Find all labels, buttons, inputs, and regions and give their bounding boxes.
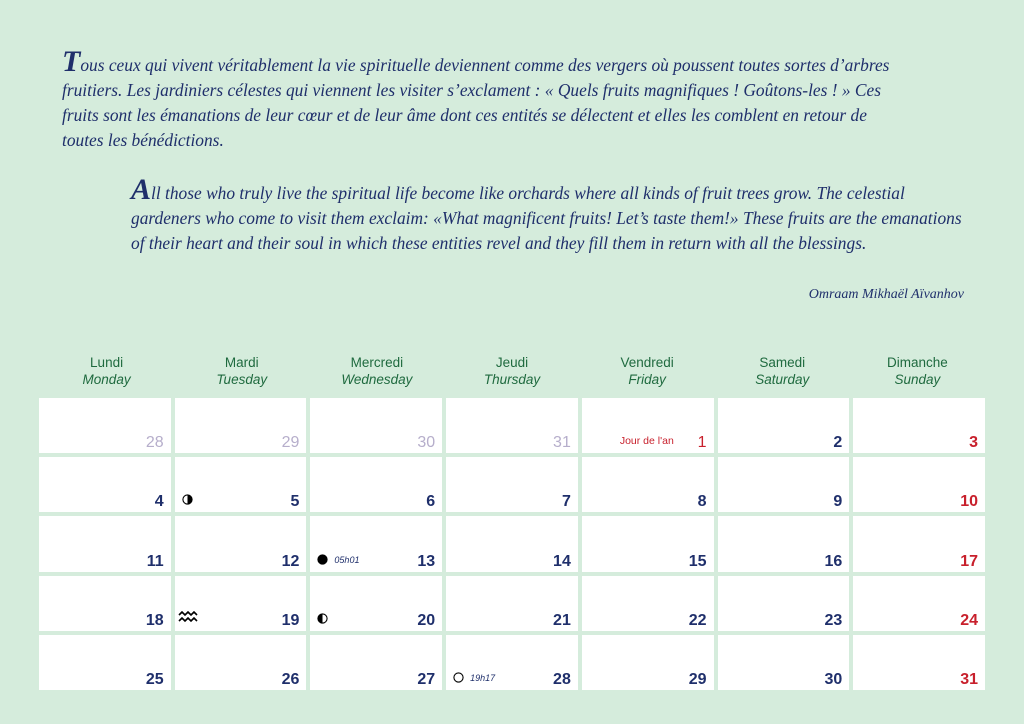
calendar-day-cell[interactable] (582, 398, 714, 453)
weekday-header (850, 354, 985, 388)
day-number: 16 (824, 552, 843, 570)
weekday-header (39, 354, 174, 388)
day-number: 23 (824, 611, 843, 629)
weekday-name-en: Friday (628, 372, 666, 387)
weekday-name-en: Wednesday (341, 372, 413, 387)
weekday-name-en: Tuesday (216, 372, 268, 387)
quote-french-text: ous ceux qui vivent véritablement la vie spirituelle deviennent comme des vergers où poussent toutes sortes d’arbres fruitiers. Les jardiniers célestes qui viennent les visiter s’exclament : « Quels fruits magnifiques ! Goûtons-les ! » Ces fruits sont les émanations de leur cœur et de leur âme dont ces entités se délectent et elles les comblent en retour de toutes les bénédictions. (62, 55, 890, 150)
quote-english-text: ll those who truly live the spiritual life become like orchards where all kinds of fruit trees grow. The celestial gardeners who come to visit them exclaim: «What magnificent fruits! Let’s taste them!» These fruits are the emanations of their heart and their soul in which these entities revel and they fill them in return with all the blessings. (131, 183, 962, 253)
day-number: 7 (561, 493, 571, 511)
day-number: 1 (697, 434, 707, 452)
quote-english-dropcap: A (131, 173, 152, 206)
weekday-name-en: Sunday (894, 372, 941, 387)
weekday-name-fr: Mardi (224, 355, 259, 370)
calendar-day-cell[interactable] (853, 576, 985, 631)
day-number: 11 (146, 552, 164, 570)
calendar-day-cell[interactable] (446, 576, 578, 631)
day-number: 22 (688, 611, 707, 629)
calendar-day-cell[interactable] (582, 576, 714, 631)
weekday-header-row (39, 354, 985, 388)
aquarius-icon (178, 611, 198, 623)
weekday-name-fr: Vendredi (620, 355, 674, 370)
day-number: 26 (281, 671, 300, 688)
weekday-header (309, 354, 444, 388)
calendar-day-cell[interactable] (582, 635, 714, 690)
first-quarter-moon-icon (182, 494, 193, 505)
calendar-day-cell[interactable] (853, 457, 985, 512)
calendar-day-cell[interactable] (853, 635, 985, 690)
calendar-day-cell[interactable] (718, 398, 850, 453)
calendar-day-cell[interactable] (39, 635, 171, 690)
day-number: 9 (833, 493, 843, 511)
calendar-day-cell[interactable] (39, 457, 171, 512)
day-number: 29 (281, 434, 300, 452)
day-number: 10 (960, 493, 978, 511)
weekday-name-fr: Mercredi (350, 355, 404, 370)
calendar-day-cell[interactable] (310, 635, 442, 690)
day-number: 30 (417, 434, 436, 452)
day-number: 5 (290, 493, 300, 511)
weekday-header (174, 354, 309, 388)
weekday-header (580, 354, 715, 388)
calendar-day-cell[interactable] (446, 516, 578, 571)
weekday-name-fr: Dimanche (887, 355, 948, 370)
day-number: 29 (688, 671, 707, 688)
calendar-day-cell[interactable] (39, 516, 171, 571)
day-number: 6 (426, 493, 436, 511)
day-number: 4 (154, 493, 164, 511)
calendar-day-cell[interactable] (582, 516, 714, 571)
quote-author: Omraam Mikhaël Aïvanhov (808, 287, 964, 302)
calendar-day-cell[interactable] (718, 457, 850, 512)
moon-phase-time: 19h17 (470, 673, 496, 683)
last-quarter-moon-icon (317, 613, 328, 624)
calendar-day-cell[interactable] (175, 576, 307, 631)
calendar-day-cell[interactable] (39, 398, 171, 453)
moon-phase-time: 05h01 (334, 554, 360, 565)
quote-french-dropcap: T (62, 45, 81, 78)
day-number: 18 (145, 611, 164, 629)
day-number: 19 (281, 611, 300, 629)
calendar-grid (39, 398, 985, 690)
day-number: 31 (553, 434, 571, 452)
day-number: 30 (824, 671, 843, 688)
weekday-header (444, 354, 579, 388)
weekday-name-fr: Samedi (759, 355, 806, 370)
calendar-day-cell[interactable] (175, 398, 307, 453)
weekday-name-en: Saturday (755, 372, 810, 387)
calendar-day-cell[interactable] (310, 576, 442, 631)
weekday-name-fr: Jeudi (495, 355, 529, 370)
weekday-name-en: Monday (82, 372, 131, 387)
calendar-day-cell[interactable] (718, 635, 850, 690)
calendar-day-cell[interactable] (446, 398, 578, 453)
calendar-day-cell[interactable] (39, 576, 171, 631)
day-number: 8 (697, 493, 707, 511)
day-number: 14 (553, 552, 571, 570)
weekday-header (715, 354, 850, 388)
calendar-day-cell[interactable] (853, 398, 985, 453)
weekday-name-en: Thursday (483, 372, 541, 387)
calendar-day-cell[interactable] (446, 635, 578, 690)
calendar-day-cell[interactable] (718, 576, 850, 631)
day-number: 12 (281, 552, 300, 570)
day-number: 2 (833, 434, 843, 452)
day-number: 13 (417, 552, 436, 570)
day-number: 3 (969, 434, 978, 452)
calendar-day-cell[interactable] (175, 516, 307, 571)
day-number: 27 (417, 671, 436, 688)
calendar-day-cell[interactable] (310, 398, 442, 453)
day-number: 15 (688, 552, 707, 570)
new-moon-icon (317, 554, 328, 565)
day-number: 28 (145, 434, 164, 452)
quote-french (62, 45, 912, 153)
calendar-day-cell[interactable] (310, 457, 442, 512)
calendar-day-cell[interactable] (446, 457, 578, 512)
day-number: 31 (960, 671, 978, 688)
day-number: 24 (960, 611, 978, 629)
full-moon-icon (453, 672, 464, 683)
day-number: 20 (417, 611, 436, 629)
quote-english (131, 173, 966, 256)
day-number: 28 (553, 671, 571, 688)
holiday-label: Jour de l'an (619, 435, 674, 448)
calendar-day-cell[interactable] (853, 516, 985, 571)
weekday-name-fr: Lundi (90, 355, 124, 370)
calendar-day-cell[interactable] (310, 516, 442, 571)
calendar-day-cell[interactable] (582, 457, 714, 512)
calendar-day-cell[interactable] (718, 516, 850, 571)
day-number: 25 (145, 671, 164, 688)
calendar-day-cell[interactable] (175, 635, 307, 690)
day-number: 17 (960, 552, 978, 570)
day-number: 21 (553, 611, 571, 629)
calendar-day-cell[interactable] (175, 457, 307, 512)
